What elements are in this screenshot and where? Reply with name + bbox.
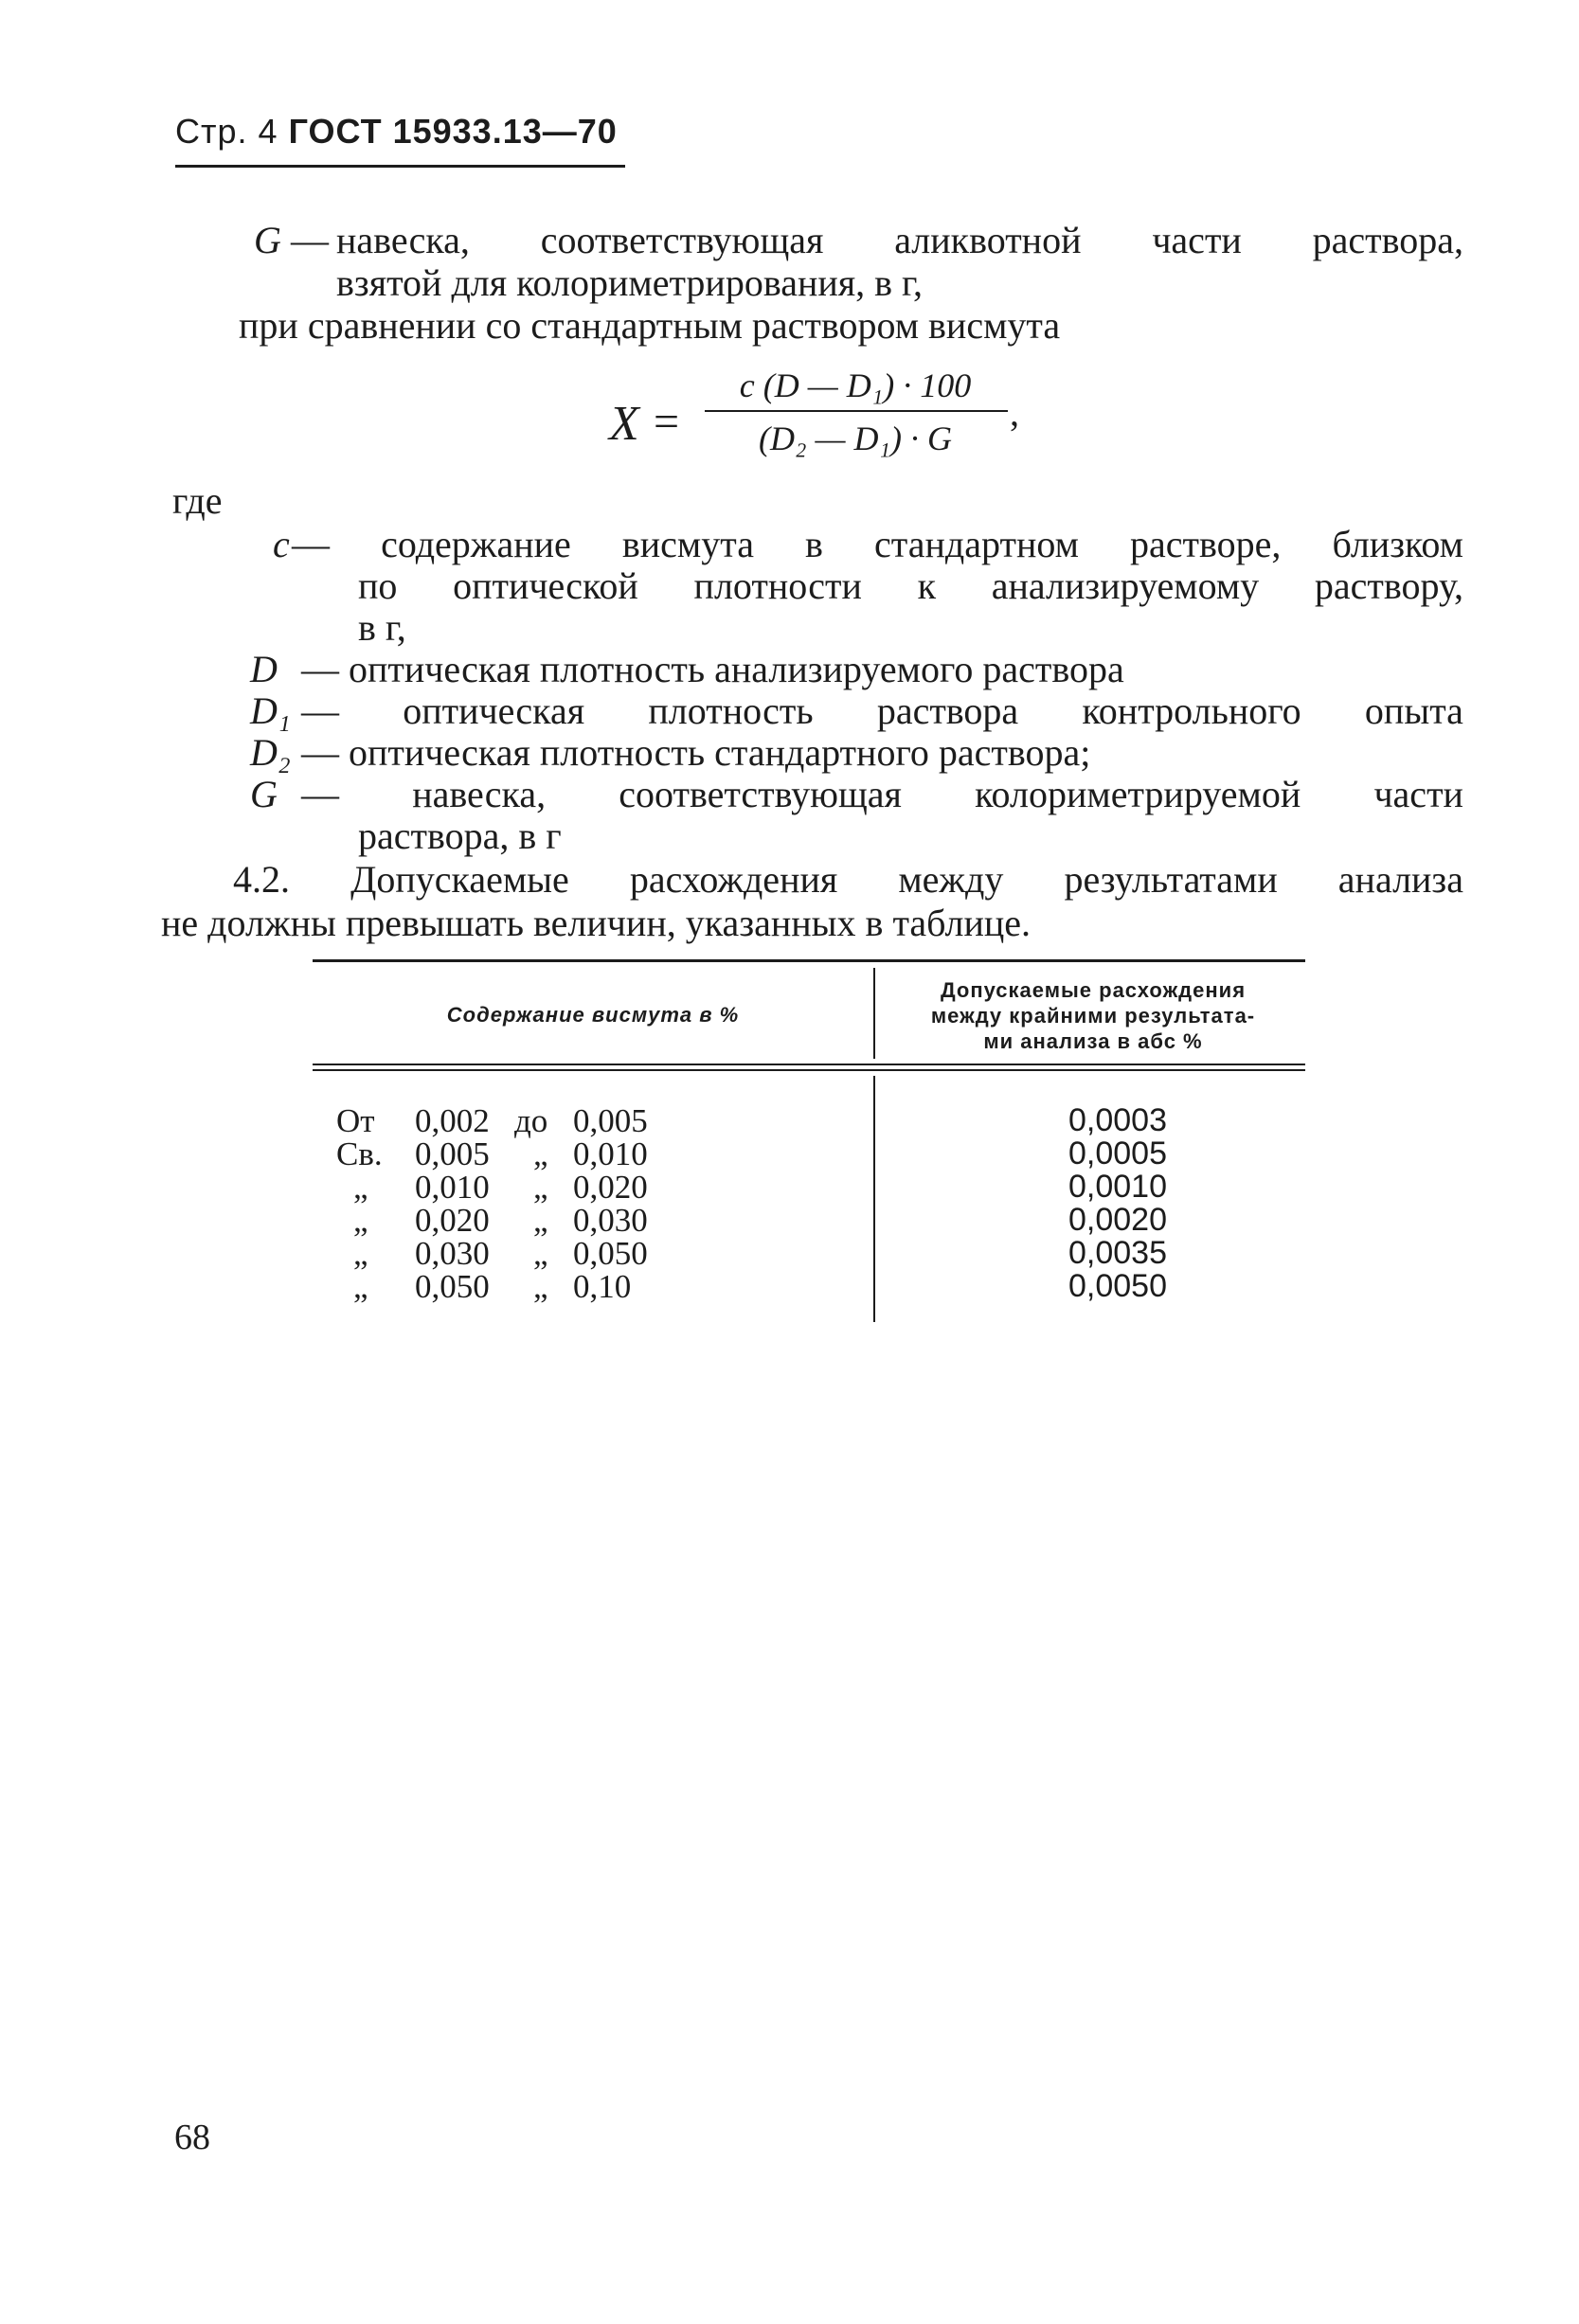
row-sep: „	[533, 1202, 548, 1239]
word: колориметрируемой	[975, 773, 1301, 815]
header-tolerance-line: Допускаемые расхождения	[940, 978, 1247, 1002]
word: соответствующая	[619, 773, 902, 815]
row-to: 0,10	[573, 1268, 632, 1305]
row-sep: „	[533, 1169, 548, 1206]
row-sep: до	[514, 1102, 548, 1139]
row-to: 0,010	[573, 1135, 648, 1172]
formula-equals: =	[654, 397, 680, 447]
row-sep: „	[533, 1135, 548, 1172]
word: содержание	[381, 523, 571, 565]
page-label: Стр. 4	[175, 112, 278, 151]
row-from: 0,030	[415, 1235, 490, 1272]
word: плотности	[693, 564, 862, 607]
word: аликвотной	[894, 219, 1082, 261]
section-4-2-line-1	[233, 857, 1463, 902]
intro-dash: —	[291, 219, 329, 261]
word: раствора,	[1312, 219, 1463, 261]
row-from: 0,010	[415, 1169, 490, 1206]
intro-symbol: G	[254, 219, 281, 261]
row-prefix: Св.	[336, 1135, 383, 1172]
formula-numerator: c (D — D₁) · 100	[739, 366, 972, 404]
header-rule-1	[313, 1064, 1305, 1065]
word: раствору,	[1314, 564, 1463, 607]
word: результатами	[1064, 858, 1278, 901]
header-tolerance	[881, 977, 1305, 1054]
row-from: 0,020	[415, 1202, 490, 1239]
header-content: Содержание висмута в %	[446, 1003, 740, 1027]
word: к	[917, 564, 937, 607]
header-tolerance-line: между крайними результата-	[930, 1004, 1256, 1028]
row-sep: „	[533, 1235, 548, 1272]
header-rule-2	[313, 1069, 1305, 1071]
word: оптической	[453, 564, 638, 607]
row-prefix: „	[353, 1268, 368, 1305]
word: —	[301, 773, 339, 815]
word: соответствующая	[540, 219, 824, 261]
def-symbol-d2: D₂	[250, 731, 291, 774]
formula-denominator: (D₂ — D₁) · G	[758, 420, 952, 457]
row-from: 0,005	[415, 1135, 490, 1172]
row-to: 0,005	[573, 1102, 648, 1139]
word: навеска,	[412, 773, 547, 815]
row-tolerance: 0,0035	[1068, 1235, 1167, 1271]
row-from: 0,050	[415, 1268, 490, 1305]
row-tolerance: 0,0050	[1068, 1268, 1167, 1304]
page-number: 68	[174, 2118, 210, 2157]
def-symbol-d1: D₁	[250, 689, 291, 732]
word: по	[358, 564, 398, 607]
def-d2-text: — оптическая плотность стандартного раствора;	[301, 731, 1091, 774]
intro-line-1	[336, 218, 1463, 262]
row-from: 0,002	[415, 1102, 490, 1139]
def-d-text: — оптическая плотность анализируемого раствора	[301, 648, 1124, 690]
word: контрольного	[1082, 689, 1301, 732]
word: 4.2.	[233, 858, 290, 901]
def-g-line-2: раствора, в г	[358, 814, 562, 857]
word: стандартном	[874, 523, 1079, 565]
word: анализа	[1337, 858, 1463, 901]
word: висмута	[621, 523, 754, 565]
word: оптическая	[403, 689, 585, 732]
word: раствора	[876, 689, 1019, 732]
def-c-line-2	[358, 563, 1463, 608]
row-tolerance: 0,0010	[1068, 1169, 1167, 1205]
row-tolerance: 0,0020	[1068, 1202, 1167, 1238]
intro-line-2: взятой для колориметрирования, в г,	[336, 261, 923, 304]
word: —	[292, 523, 330, 565]
word: опыта	[1364, 689, 1463, 732]
def-d1-line	[301, 688, 1463, 733]
word: части	[1152, 219, 1242, 261]
def-c-line-3: в г,	[358, 606, 406, 649]
body-column-divider	[873, 1076, 875, 1322]
word: навеска,	[336, 219, 470, 261]
where-label: где	[172, 479, 223, 522]
header-column-divider	[873, 968, 875, 1059]
row-to: 0,050	[573, 1235, 648, 1272]
table-top-rule	[313, 959, 1305, 962]
word: плотность	[648, 689, 814, 732]
row-prefix: „	[353, 1235, 368, 1272]
word: в	[805, 523, 823, 565]
formula-intro: при сравнении со стандартным раствором висмута	[239, 304, 1061, 347]
formula-comma: ,	[1010, 391, 1019, 434]
word: близком	[1332, 523, 1463, 565]
section-4-2-line-2: не должны превышать величин, указанных в таблице.	[161, 902, 1032, 944]
word: между	[898, 858, 1004, 901]
row-sep: „	[533, 1268, 548, 1305]
row-prefix: „	[353, 1169, 368, 1206]
header-tolerance-line: ми анализа в абс %	[983, 1029, 1203, 1053]
row-tolerance: 0,0003	[1068, 1102, 1167, 1138]
word: части	[1373, 773, 1463, 815]
word: растворе,	[1130, 523, 1282, 565]
row-tolerance: 0,0005	[1068, 1135, 1167, 1171]
word: расхождения	[629, 858, 838, 901]
def-symbol-d: D	[250, 648, 278, 690]
def-symbol-g: G	[250, 773, 278, 815]
row-to: 0,020	[573, 1169, 648, 1206]
standard-number: ГОСТ 15933.13—70	[288, 112, 618, 151]
def-c-line-1	[292, 522, 1463, 566]
word: анализируемому	[991, 564, 1260, 607]
def-symbol-c: c	[273, 523, 290, 565]
row-to: 0,030	[573, 1202, 648, 1239]
header-rule	[175, 165, 625, 168]
def-g-line-1	[301, 772, 1463, 816]
word: Допускаемые	[350, 858, 569, 901]
formula-lhs: X	[609, 397, 639, 451]
running-head	[175, 112, 618, 152]
fraction-bar	[705, 410, 1008, 412]
word: —	[301, 689, 339, 732]
row-prefix: От	[336, 1102, 375, 1139]
row-prefix: „	[353, 1202, 368, 1239]
